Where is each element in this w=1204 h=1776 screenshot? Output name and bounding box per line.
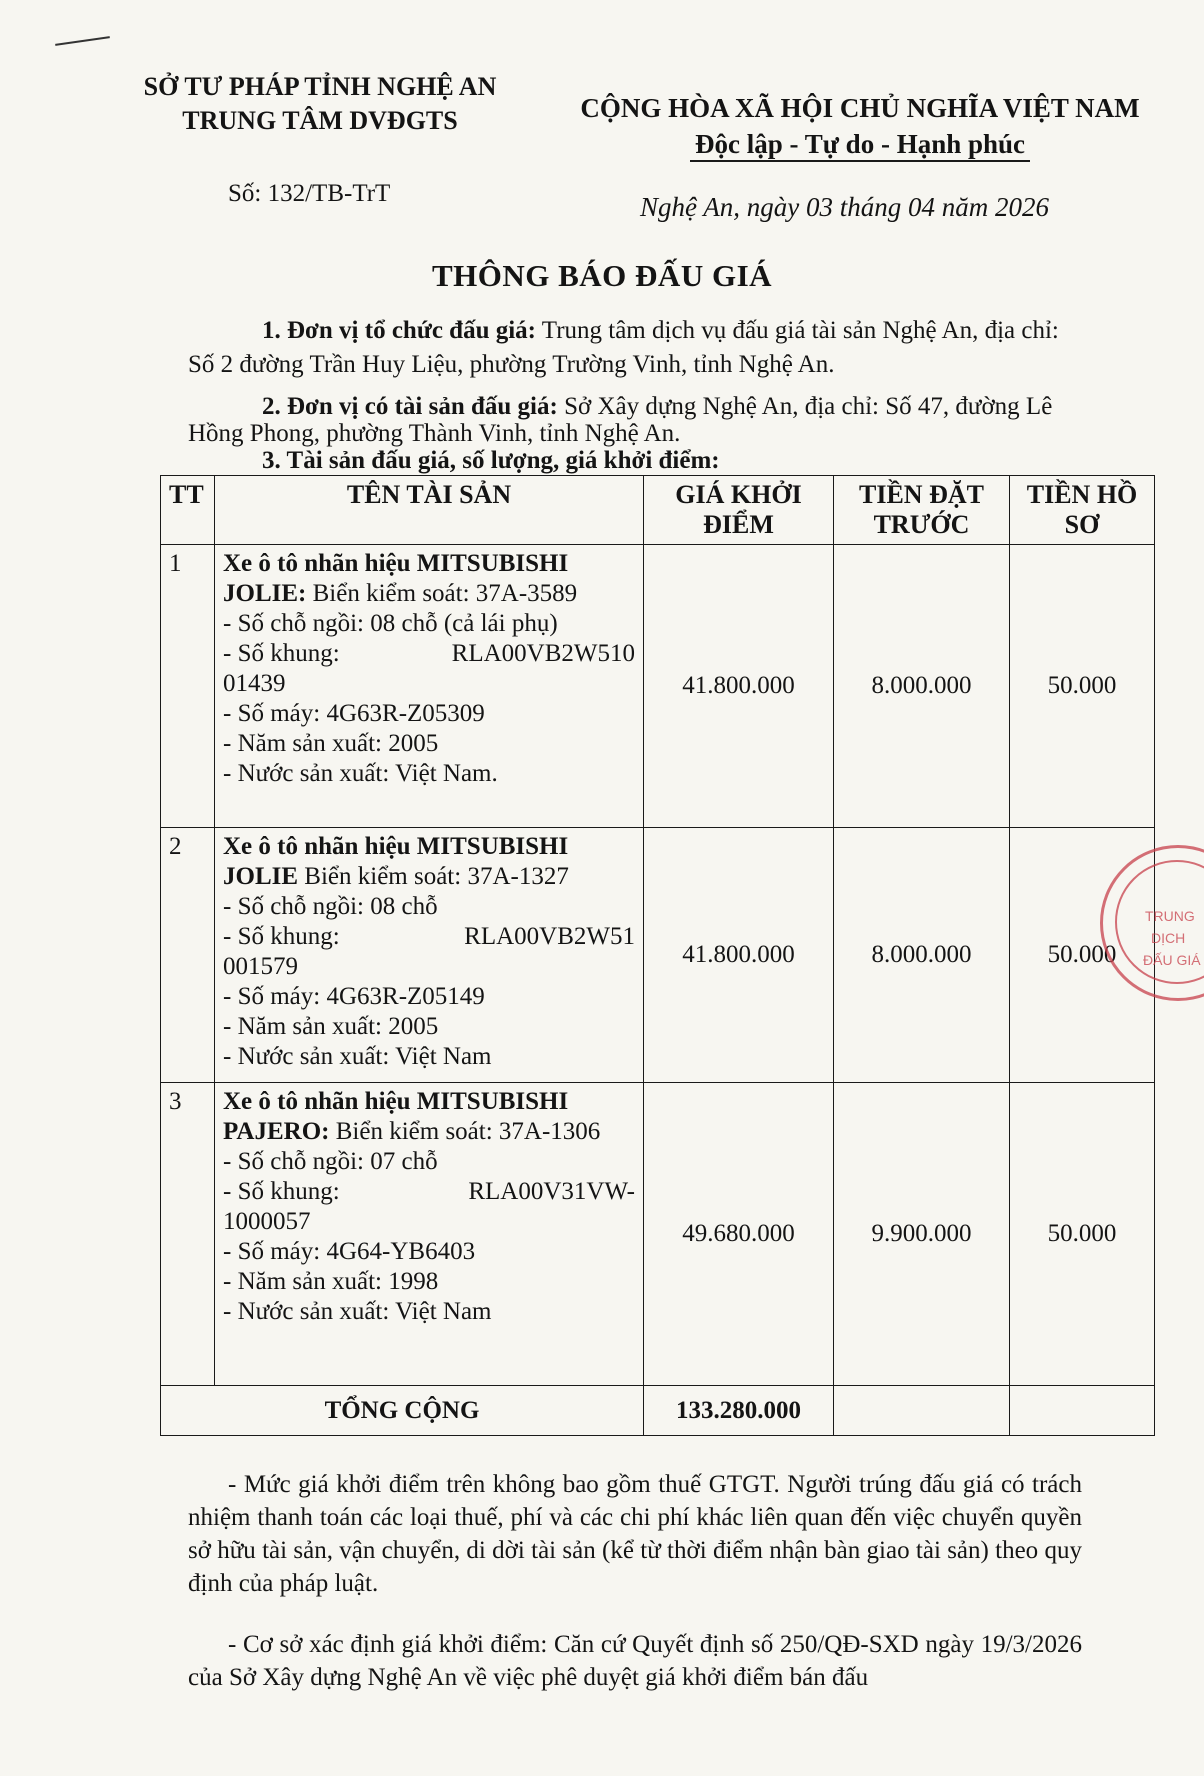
asset-table [160,475,1155,1436]
section1-line2: Số 2 đường Trần Huy Liệu, phường Trường Vinh, tỉnh Nghệ An. [188,351,835,378]
seal-text-3: ĐẤU GIÁ [1143,952,1201,968]
header-tt: TT [161,476,215,545]
asset-title: Xe ô tô nhãn hiệu MITSUBISHI PAJERO: [223,1088,569,1145]
asset-chassis-label: - Số khung: [223,640,340,667]
document-date: Nghệ An, ngày 03 tháng 04 năm 2026 [640,192,1049,222]
asset-chassis-value: RLA00VB2W510 [451,640,635,667]
row-deposit: 8.000.000 [834,545,1010,828]
section2-line2: Hồng Phong, phường Thành Vinh, tỉnh Nghệ An. [188,420,681,447]
national-motto [580,90,1140,162]
asset-chassis-cont: 001579 [223,953,298,980]
row-tt: 3 [161,1083,215,1386]
section2-label: 2. Đơn vị có tài sản đấu giá: [262,393,558,420]
motto-underline [690,160,1030,162]
section1-line1 [262,317,1059,345]
header-file-fee: TIỀN HỒ SƠ [1010,476,1155,545]
asset-seats: - Số chỗ ngồi: 07 chỗ [223,1148,438,1175]
row-asset-description [215,1083,644,1386]
asset-engine: - Số máy: 4G63R-Z05149 [223,983,485,1010]
note-vat: - Mức giá khởi điểm trên không bao gồm thuế GTGT. Người trúng đấu giá có trách nhiệm thanh toán các loại thuế, phí và các chi phí khác liên quan đến việc chuyển quyền sở hữu tài sản, vận chuyển, di dời tài sản (kể từ thời điểm nhận bàn giao tài sản) theo quy định của pháp luật. [188,1471,1082,1597]
issuing-organization [100,70,540,138]
asset-chassis-value: RLA00V31VW- [468,1178,635,1205]
section2-line1 [262,393,1052,421]
row-asset-description [215,828,644,1083]
header-deposit: TIỀN ĐẶT TRƯỚC [834,476,1010,545]
table-total-row [161,1386,1155,1436]
asset-chassis-cont: 01439 [223,670,286,697]
asset-plate: Biển kiểm soát: 37A-1327 [298,863,569,890]
row-start-price: 49.680.000 [644,1083,834,1386]
pen-mark [55,36,110,46]
asset-chassis-label: - Số khung: [223,1178,340,1205]
asset-origin: - Nước sản xuất: Việt Nam. [223,760,498,787]
asset-chassis-label: - Số khung: [223,923,340,950]
seal-text-1: TRUNG [1145,908,1195,924]
org-line2: TRUNG TÂM DVĐGTS [182,106,458,135]
total-deposit-empty [834,1386,1010,1436]
row-tt: 1 [161,545,215,828]
seal-text-2: DỊCH [1151,930,1186,946]
org-line1: SỞ TƯ PHÁP TỈNH NGHỆ AN [143,72,497,101]
row-deposit: 8.000.000 [834,828,1010,1083]
asset-engine: - Số máy: 4G63R-Z05309 [223,700,485,727]
asset-plate: Biển kiểm soát: 37A-3589 [306,580,578,607]
total-fee-empty [1010,1386,1155,1436]
row-file-fee: 50.000 [1010,1083,1155,1386]
total-value: 133.280.000 [644,1386,834,1436]
asset-origin: - Nước sản xuất: Việt Nam [223,1043,492,1070]
table-row [161,828,1155,1083]
asset-title: Xe ô tô nhãn hiệu MITSUBISHI JOLIE [223,833,569,890]
asset-year: - Năm sản xuất: 2005 [223,730,439,757]
header-start-price: GIÁ KHỞI ĐIỂM [644,476,834,545]
table-row [161,545,1155,828]
note-price-basis: - Cơ sở xác định giá khởi điểm: Căn cứ Quyết định số 250/QĐ-SXD ngày 19/3/2026 của Sở Xây dựng Nghệ An về việc phê duyệt giá khởi điểm bán đấu [188,1631,1082,1691]
country-name: CỘNG HÒA XÃ HỘI CHỦ NGHĨA VIỆT NAM [580,93,1140,123]
row-file-fee: 50.000 [1010,545,1155,828]
row-start-price: 41.800.000 [644,828,834,1083]
asset-chassis-value: RLA00VB2W51 [464,923,635,950]
section1-label: 1. Đơn vị tổ chức đấu giá: [262,317,536,344]
row-deposit: 9.900.000 [834,1083,1010,1386]
document-title: THÔNG BÁO ĐẤU GIÁ [431,258,773,293]
asset-title: Xe ô tô nhãn hiệu MITSUBISHI JOLIE: [223,550,569,607]
row-tt: 2 [161,828,215,1083]
row-file-fee: 50.000 [1010,828,1155,1083]
row-asset-description [215,545,644,828]
asset-seats: - Số chỗ ngồi: 08 chỗ (cả lái phụ) [223,610,558,637]
table-row [161,1083,1155,1386]
total-label: TỔNG CỘNG [161,1386,644,1436]
document-number: Số: 132/TB-TrT [228,180,391,207]
row-start-price: 41.800.000 [644,545,834,828]
table-header-row [161,476,1155,545]
asset-engine: - Số máy: 4G64-YB6403 [223,1238,476,1265]
header-asset-name: TÊN TÀI SẢN [215,476,644,545]
asset-year: - Năm sản xuất: 1998 [223,1268,439,1295]
asset-chassis-cont: 1000057 [223,1208,311,1235]
asset-origin: - Nước sản xuất: Việt Nam [223,1298,492,1325]
asset-year: - Năm sản xuất: 2005 [223,1013,439,1040]
asset-seats: - Số chỗ ngồi: 08 chỗ [223,893,438,920]
section2-text-a: Sở Xây dựng Nghệ An, địa chỉ: Số 47, đường Lê [557,393,1053,420]
section1-text-a: Trung tâm dịch vụ đấu giá tài sản Nghệ An, địa chỉ: [536,317,1059,344]
motto: Độc lập - Tự do - Hạnh phúc [694,129,1026,159]
asset-plate: Biển kiểm soát: 37A-1306 [329,1118,601,1145]
section3-label: 3. Tài sản đấu giá, số lượng, giá khởi điểm: [262,447,720,474]
